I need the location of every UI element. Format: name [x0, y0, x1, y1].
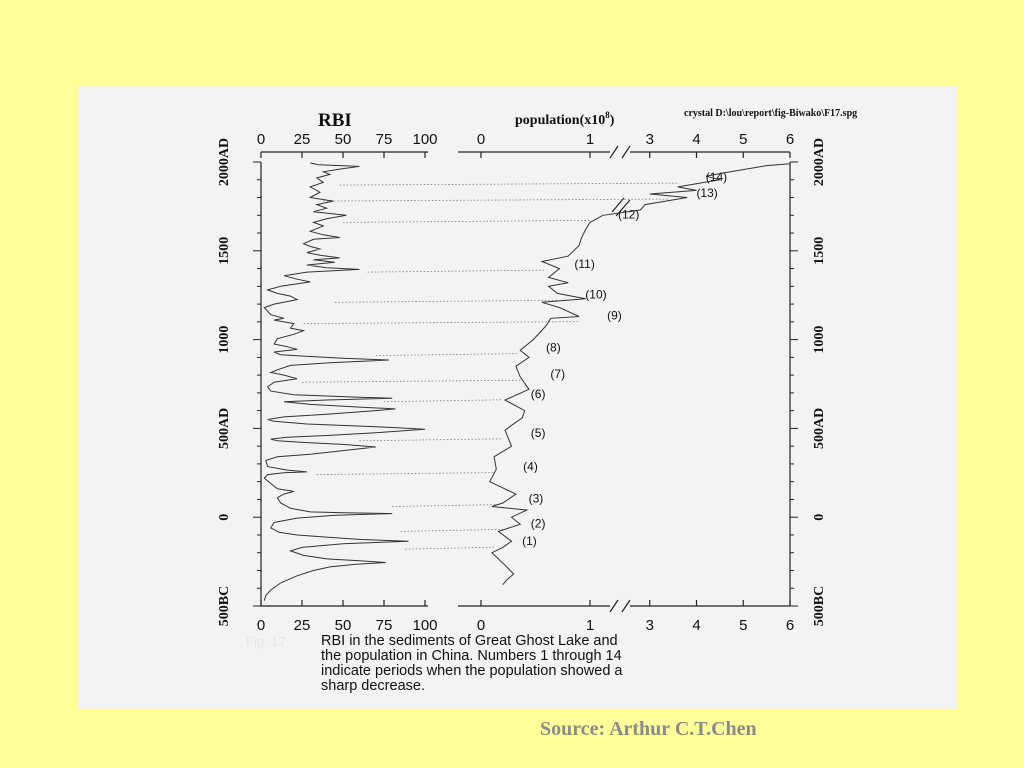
- population-title-exponent: 8: [605, 110, 610, 120]
- population-x-tick-label: 3: [645, 617, 654, 634]
- population-x-tick-label: 6: [785, 617, 795, 634]
- period-connector: [405, 547, 494, 549]
- population-title-main: population(x10: [515, 113, 606, 128]
- period-connector: [376, 354, 518, 356]
- rbi-population-chart: [78, 86, 957, 709]
- period-label: (14): [705, 170, 728, 185]
- period-label: (4): [523, 459, 538, 474]
- period-label: (6): [530, 386, 546, 401]
- period-label: (8): [546, 340, 561, 355]
- period-label: (3): [528, 491, 544, 506]
- period-label: (13): [696, 186, 718, 201]
- year-label-left: 2000AD: [217, 137, 232, 187]
- population-x-tick-label: 5: [739, 617, 748, 634]
- population-x-tick-label: 6: [785, 131, 795, 148]
- year-label-right: 0: [812, 513, 827, 521]
- year-label-right: 2000AD: [812, 137, 827, 187]
- source-credit: Source: Arthur C.T.Chen: [540, 718, 757, 740]
- rbi-x-tick-label: 100: [412, 617, 438, 634]
- caption-line: sharp decrease.: [321, 678, 425, 694]
- population-x-tick-label: 1: [585, 617, 595, 634]
- period-label: (10): [585, 287, 607, 302]
- rbi-x-tick-label: 50: [334, 617, 352, 634]
- rbi-x-tick-label: 100: [412, 131, 438, 148]
- year-label-left: 0: [217, 513, 232, 521]
- bottom-axis-break-mark: [610, 600, 630, 612]
- period-labels: [522, 170, 727, 548]
- population-title: [515, 110, 615, 128]
- rbi-title: RBI: [318, 110, 352, 131]
- caption-line: indicate periods when the population showed a: [321, 663, 623, 679]
- population-x-tick-label: 0: [476, 131, 486, 148]
- period-label: (5): [530, 425, 546, 440]
- top-axis-break-mark: [610, 146, 630, 158]
- year-label-left: 1000: [217, 325, 232, 354]
- rbi-x-tick-label: 75: [375, 131, 393, 148]
- population-x-tick-label: 4: [692, 617, 701, 634]
- rbi-x-tick-label: 0: [256, 131, 266, 148]
- period-connector: [335, 300, 558, 302]
- year-label-right: 500AD: [812, 407, 827, 450]
- population-title-close: ): [609, 113, 615, 128]
- year-label-left: 500BC: [217, 585, 232, 627]
- rbi-x-tick-label: 0: [256, 617, 266, 634]
- period-connector: [323, 199, 668, 201]
- population-x-tick-label: 1: [585, 131, 595, 148]
- caption-line: the population in China. Numbers 1 through 14: [321, 648, 622, 664]
- year-label-left: 500AD: [217, 407, 232, 450]
- file-label: crystal D:\lou\report\fig-Biwako\F17.spg: [684, 108, 858, 119]
- period-connectors: [302, 183, 678, 549]
- population-x-tick-label: 4: [692, 131, 701, 148]
- period-connector: [359, 439, 502, 441]
- population-x-tick-label: 3: [645, 131, 654, 148]
- period-label: (9): [607, 308, 622, 323]
- period-connector: [392, 505, 500, 507]
- year-label-left: 1500: [217, 236, 232, 265]
- population-x-tick-label: 5: [739, 131, 748, 148]
- period-label: (2): [530, 516, 546, 531]
- ghost-figure-label: Fig. 17: [246, 634, 286, 649]
- period-connector: [302, 380, 522, 382]
- year-label-right: 500BC: [812, 585, 827, 627]
- axis-ticks: [217, 131, 827, 634]
- period-connector: [304, 322, 579, 324]
- figure-panel: [78, 86, 957, 709]
- figure-caption: [321, 634, 791, 694]
- period-connector: [343, 220, 590, 222]
- year-label-right: 1500: [812, 236, 827, 265]
- period-label: (12): [618, 207, 640, 222]
- year-label-right: 1000: [812, 325, 827, 354]
- rbi-x-tick-label: 50: [334, 131, 352, 148]
- period-label: (7): [550, 367, 566, 382]
- rbi-x-tick-label: 75: [375, 617, 393, 634]
- period-connector: [340, 183, 678, 185]
- period-connector: [317, 473, 495, 475]
- period-label: (11): [574, 257, 595, 272]
- caption-line: RBI in the sediments of Great Ghost Lake and: [321, 633, 618, 649]
- population-x-tick-label: 0: [476, 617, 486, 634]
- period-connector: [400, 529, 502, 531]
- period-connector: [384, 400, 503, 402]
- rbi-x-tick-label: 25: [293, 131, 311, 148]
- period-label: (1): [522, 534, 537, 549]
- period-connector: [368, 270, 547, 272]
- rbi-x-tick-label: 25: [293, 617, 311, 634]
